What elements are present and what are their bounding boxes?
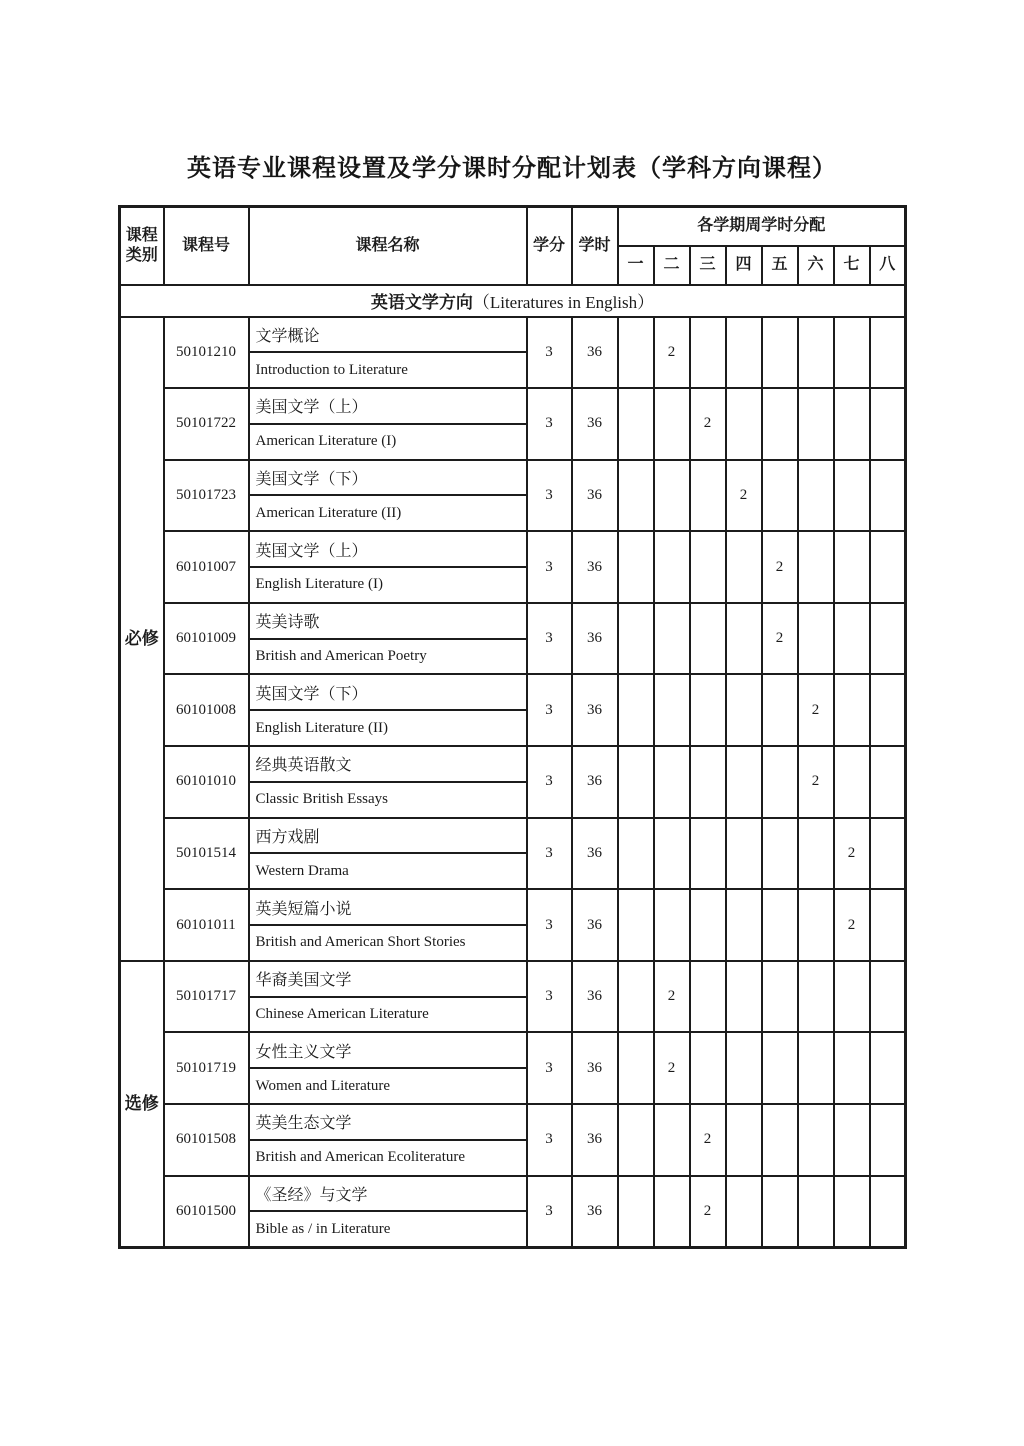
course-row bbox=[120, 1104, 906, 1140]
semester-3-hours-cell bbox=[690, 889, 726, 961]
semester-3-hours-cell: 2 bbox=[690, 1104, 726, 1176]
semester-2-hours-cell: 2 bbox=[654, 317, 690, 389]
semester-8-hours-cell bbox=[870, 388, 906, 460]
semester-5-hours-cell bbox=[762, 1176, 798, 1248]
semester-6-hours-cell bbox=[798, 1176, 834, 1248]
semester-7-hours-cell bbox=[834, 1104, 870, 1176]
semester-6-hours-cell: 2 bbox=[798, 674, 834, 746]
semester-4-hours-cell bbox=[726, 603, 762, 675]
semester-4-hours-cell bbox=[726, 388, 762, 460]
semester-1-hours-cell bbox=[618, 1104, 654, 1176]
semester-3-hours-cell bbox=[690, 674, 726, 746]
course-number-cell: 50101514 bbox=[164, 818, 249, 890]
course-row bbox=[120, 818, 906, 854]
course-name-en-cell: British and American Short Stories bbox=[249, 925, 527, 961]
header-course-name: 课程名称 bbox=[249, 207, 527, 285]
semester-2-hours-cell: 2 bbox=[654, 1032, 690, 1104]
semester-4-hours-cell bbox=[726, 674, 762, 746]
course-name-zh-cell: 英美短篇小说 bbox=[249, 889, 527, 925]
semester-4-hours-cell bbox=[726, 317, 762, 389]
semester-3-hours-cell bbox=[690, 746, 726, 818]
semester-6-hours-cell bbox=[798, 1104, 834, 1176]
semester-5-hours-cell bbox=[762, 746, 798, 818]
hours-cell: 36 bbox=[572, 746, 618, 818]
semester-2-hours-cell bbox=[654, 531, 690, 603]
semester-7-hours-cell bbox=[834, 388, 870, 460]
section-title-zh: 英语文学方向 bbox=[370, 293, 473, 312]
semester-1-hours-cell bbox=[618, 1032, 654, 1104]
semester-2-hours-cell bbox=[654, 818, 690, 890]
credits-cell: 3 bbox=[527, 1104, 572, 1176]
course-name-en-cell: Bible as / in Literature bbox=[249, 1211, 527, 1247]
semester-3-hours-cell bbox=[690, 1032, 726, 1104]
semester-2-hours-cell bbox=[654, 460, 690, 532]
semester-8-hours-cell bbox=[870, 460, 906, 532]
course-number-cell: 50101722 bbox=[164, 388, 249, 460]
course-row bbox=[120, 317, 906, 353]
semester-7-hours-cell bbox=[834, 674, 870, 746]
course-row bbox=[120, 746, 906, 782]
semester-5-hours-cell bbox=[762, 317, 798, 389]
semester-1-hours-cell bbox=[618, 531, 654, 603]
hours-cell: 36 bbox=[572, 603, 618, 675]
credits-cell: 3 bbox=[527, 961, 572, 1033]
semester-7-hours-cell bbox=[834, 317, 870, 389]
course-name-zh-cell: 文学概论 bbox=[249, 317, 527, 353]
semester-6-hours-cell bbox=[798, 603, 834, 675]
course-name-en-cell: British and American Poetry bbox=[249, 639, 527, 675]
semester-2-hours-cell bbox=[654, 603, 690, 675]
semester-8-hours-cell bbox=[870, 746, 906, 818]
course-name-en-cell: British and American Ecoliterature bbox=[249, 1140, 527, 1176]
course-row bbox=[120, 603, 906, 639]
semester-1-hours-cell bbox=[618, 889, 654, 961]
semester-5-hours-cell bbox=[762, 388, 798, 460]
course-number-cell: 60101009 bbox=[164, 603, 249, 675]
credits-cell: 3 bbox=[527, 746, 572, 818]
section-title-en: （Literatures in English） bbox=[472, 293, 655, 312]
course-number-cell: 60101010 bbox=[164, 746, 249, 818]
semester-4-hours-cell bbox=[726, 531, 762, 603]
semester-7-hours-cell bbox=[834, 460, 870, 532]
semester-5-hours-cell bbox=[762, 1032, 798, 1104]
semester-3-hours-cell bbox=[690, 961, 726, 1033]
course-number-cell: 50101210 bbox=[164, 317, 249, 389]
course-name-zh-cell: 英国文学（上） bbox=[249, 531, 527, 567]
hours-cell: 36 bbox=[572, 818, 618, 890]
semester-8-hours-cell bbox=[870, 674, 906, 746]
semester-5-hours-cell: 2 bbox=[762, 603, 798, 675]
semester-1-hours-cell bbox=[618, 603, 654, 675]
semester-4-hours-cell bbox=[726, 746, 762, 818]
section-title bbox=[120, 285, 906, 317]
course-number-cell: 50101717 bbox=[164, 961, 249, 1033]
course-number-cell: 60101007 bbox=[164, 531, 249, 603]
semester-4-hours-cell bbox=[726, 961, 762, 1033]
credits-cell: 3 bbox=[527, 818, 572, 890]
semester-2-hours-cell bbox=[654, 746, 690, 818]
semester-1-hours-cell bbox=[618, 1176, 654, 1248]
course-name-zh-cell: 英国文学（下） bbox=[249, 674, 527, 710]
course-name-en-cell: American Literature (I) bbox=[249, 424, 527, 460]
semester-5-hours-cell: 2 bbox=[762, 531, 798, 603]
section-row bbox=[120, 285, 906, 317]
hours-cell: 36 bbox=[572, 1032, 618, 1104]
semester-4-hours-cell bbox=[726, 1176, 762, 1248]
course-name-zh-cell: 女性主义文学 bbox=[249, 1032, 527, 1068]
semester-1-hours-cell bbox=[618, 746, 654, 818]
header-semester-group: 各学期周学时分配 bbox=[618, 207, 906, 246]
course-name-en-cell: Western Drama bbox=[249, 853, 527, 889]
course-row bbox=[120, 388, 906, 424]
semester-5-hours-cell bbox=[762, 818, 798, 890]
course-name-en-cell: Chinese American Literature bbox=[249, 997, 527, 1033]
semester-4-hours-cell bbox=[726, 1104, 762, 1176]
course-name-en-cell: English Literature (II) bbox=[249, 710, 527, 746]
semester-5-hours-cell bbox=[762, 674, 798, 746]
semester-7-hours-cell bbox=[834, 961, 870, 1033]
credits-cell: 3 bbox=[527, 531, 572, 603]
hours-cell: 36 bbox=[572, 961, 618, 1033]
table-header bbox=[120, 207, 906, 285]
course-name-zh-cell: 西方戏剧 bbox=[249, 818, 527, 854]
category-cell: 选修 bbox=[120, 961, 164, 1247]
header-semester-3: 三 bbox=[690, 246, 726, 285]
course-name-zh-cell: 英美生态文学 bbox=[249, 1104, 527, 1140]
semester-4-hours-cell bbox=[726, 1032, 762, 1104]
hours-cell: 36 bbox=[572, 460, 618, 532]
semester-3-hours-cell bbox=[690, 603, 726, 675]
course-name-en-cell: Introduction to Literature bbox=[249, 352, 527, 388]
semester-6-hours-cell bbox=[798, 317, 834, 389]
semester-1-hours-cell bbox=[618, 317, 654, 389]
semester-3-hours-cell: 2 bbox=[690, 1176, 726, 1248]
header-hours: 学时 bbox=[572, 207, 618, 285]
semester-5-hours-cell bbox=[762, 961, 798, 1033]
hours-cell: 36 bbox=[572, 1176, 618, 1248]
header-credits: 学分 bbox=[527, 207, 572, 285]
semester-4-hours-cell bbox=[726, 889, 762, 961]
semester-8-hours-cell bbox=[870, 889, 906, 961]
course-row bbox=[120, 961, 906, 997]
course-name-zh-cell: 英美诗歌 bbox=[249, 603, 527, 639]
course-row bbox=[120, 460, 906, 496]
semester-4-hours-cell: 2 bbox=[726, 460, 762, 532]
course-plan-table bbox=[118, 205, 907, 1249]
hours-cell: 36 bbox=[572, 388, 618, 460]
semester-6-hours-cell bbox=[798, 388, 834, 460]
semester-7-hours-cell: 2 bbox=[834, 818, 870, 890]
semester-5-hours-cell bbox=[762, 889, 798, 961]
header-semester-2: 二 bbox=[654, 246, 690, 285]
semester-2-hours-cell bbox=[654, 889, 690, 961]
semester-2-hours-cell bbox=[654, 1104, 690, 1176]
credits-cell: 3 bbox=[527, 317, 572, 389]
semester-8-hours-cell bbox=[870, 317, 906, 389]
semester-3-hours-cell: 2 bbox=[690, 388, 726, 460]
semester-2-hours-cell bbox=[654, 674, 690, 746]
hours-cell: 36 bbox=[572, 1104, 618, 1176]
semester-1-hours-cell bbox=[618, 961, 654, 1033]
course-row bbox=[120, 889, 906, 925]
semester-3-hours-cell bbox=[690, 317, 726, 389]
semester-8-hours-cell bbox=[870, 531, 906, 603]
semester-7-hours-cell bbox=[834, 746, 870, 818]
semester-8-hours-cell bbox=[870, 961, 906, 1033]
header-semester-5: 五 bbox=[762, 246, 798, 285]
semester-8-hours-cell bbox=[870, 1104, 906, 1176]
course-number-cell: 50101719 bbox=[164, 1032, 249, 1104]
semester-3-hours-cell bbox=[690, 460, 726, 532]
category-cell: 必修 bbox=[120, 317, 164, 961]
header-semester-8: 八 bbox=[870, 246, 906, 285]
semester-6-hours-cell bbox=[798, 531, 834, 603]
course-number-cell: 60101500 bbox=[164, 1176, 249, 1248]
semester-7-hours-cell bbox=[834, 1032, 870, 1104]
semester-8-hours-cell bbox=[870, 603, 906, 675]
course-name-en-cell: Women and Literature bbox=[249, 1068, 527, 1104]
semester-6-hours-cell bbox=[798, 1032, 834, 1104]
hours-cell: 36 bbox=[572, 531, 618, 603]
credits-cell: 3 bbox=[527, 603, 572, 675]
page-title: 英语专业课程设置及学分课时分配计划表（学科方向课程） bbox=[187, 155, 837, 182]
course-row bbox=[120, 674, 906, 710]
semester-5-hours-cell bbox=[762, 1104, 798, 1176]
semester-7-hours-cell bbox=[834, 1176, 870, 1248]
semester-3-hours-cell bbox=[690, 531, 726, 603]
course-name-en-cell: American Literature (II) bbox=[249, 495, 527, 531]
semester-4-hours-cell bbox=[726, 818, 762, 890]
course-name-zh-cell: 华裔美国文学 bbox=[249, 961, 527, 997]
semester-6-hours-cell bbox=[798, 460, 834, 532]
hours-cell: 36 bbox=[572, 317, 618, 389]
semester-1-hours-cell bbox=[618, 674, 654, 746]
course-name-zh-cell: 《圣经》与文学 bbox=[249, 1176, 527, 1212]
course-row bbox=[120, 531, 906, 567]
semester-1-hours-cell bbox=[618, 388, 654, 460]
course-number-cell: 60101508 bbox=[164, 1104, 249, 1176]
table-body bbox=[120, 285, 906, 1248]
semester-1-hours-cell bbox=[618, 460, 654, 532]
credits-cell: 3 bbox=[527, 460, 572, 532]
semester-7-hours-cell: 2 bbox=[834, 889, 870, 961]
course-name-zh-cell: 美国文学（下） bbox=[249, 460, 527, 496]
course-row bbox=[120, 1032, 906, 1068]
header-semester-7: 七 bbox=[834, 246, 870, 285]
semester-2-hours-cell bbox=[654, 388, 690, 460]
semester-8-hours-cell bbox=[870, 1176, 906, 1248]
course-name-en-cell: Classic British Essays bbox=[249, 782, 527, 818]
semester-3-hours-cell bbox=[690, 818, 726, 890]
semester-6-hours-cell bbox=[798, 961, 834, 1033]
semester-1-hours-cell bbox=[618, 818, 654, 890]
hours-cell: 36 bbox=[572, 674, 618, 746]
course-name-zh-cell: 经典英语散文 bbox=[249, 746, 527, 782]
course-name-zh-cell: 美国文学（上） bbox=[249, 388, 527, 424]
credits-cell: 3 bbox=[527, 1176, 572, 1248]
header-semester-6: 六 bbox=[798, 246, 834, 285]
semester-6-hours-cell bbox=[798, 818, 834, 890]
header-semester-4: 四 bbox=[726, 246, 762, 285]
semester-2-hours-cell: 2 bbox=[654, 961, 690, 1033]
credits-cell: 3 bbox=[527, 889, 572, 961]
header-course-category: 课程类别 bbox=[120, 207, 164, 285]
course-name-en-cell: English Literature (I) bbox=[249, 567, 527, 603]
credits-cell: 3 bbox=[527, 388, 572, 460]
semester-6-hours-cell bbox=[798, 889, 834, 961]
course-number-cell: 50101723 bbox=[164, 460, 249, 532]
semester-7-hours-cell bbox=[834, 603, 870, 675]
header-semester-1: 一 bbox=[618, 246, 654, 285]
semester-8-hours-cell bbox=[870, 1032, 906, 1104]
semester-6-hours-cell: 2 bbox=[798, 746, 834, 818]
semester-7-hours-cell bbox=[834, 531, 870, 603]
hours-cell: 36 bbox=[572, 889, 618, 961]
credits-cell: 3 bbox=[527, 674, 572, 746]
semester-2-hours-cell bbox=[654, 1176, 690, 1248]
semester-5-hours-cell bbox=[762, 460, 798, 532]
header-course-number: 课程号 bbox=[164, 207, 249, 285]
credits-cell: 3 bbox=[527, 1032, 572, 1104]
course-row bbox=[120, 1176, 906, 1212]
course-number-cell: 60101008 bbox=[164, 674, 249, 746]
semester-8-hours-cell bbox=[870, 818, 906, 890]
course-number-cell: 60101011 bbox=[164, 889, 249, 961]
